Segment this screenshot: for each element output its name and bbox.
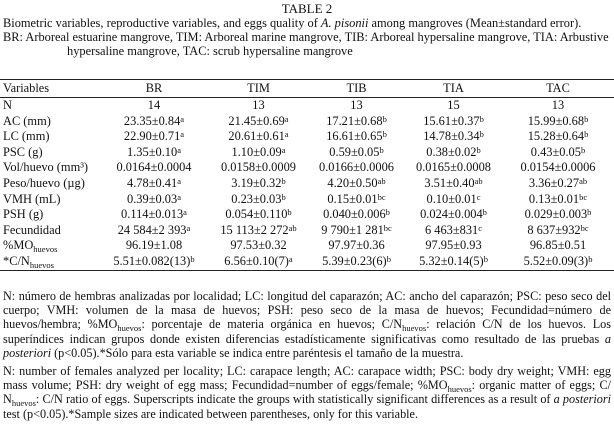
significance-superscript: a — [288, 253, 293, 264]
table-cell — [101, 129, 207, 145]
significance-superscript: a — [284, 129, 289, 140]
significance-superscript: b — [287, 207, 292, 218]
note-text: test (p<0.05).*Sample sizes are indicated between parentheses, only for this variable. — [3, 406, 419, 421]
significance-superscript: b — [382, 113, 387, 124]
significance-superscript: ab — [288, 222, 297, 233]
table-cell — [207, 114, 310, 130]
note-subscript: huevos — [11, 398, 36, 409]
cell-value: 97.97±0.36 — [328, 238, 385, 253]
table-cell — [504, 114, 612, 130]
table-notes — [3, 289, 611, 425]
table-row — [0, 238, 614, 254]
note-text: (p<0.05).*Sólo para esta variable se indica entre paréntesis el tamaño de la muestra. — [51, 345, 464, 360]
significance-superscript: b — [588, 253, 593, 264]
table-cell — [504, 98, 612, 114]
data-table — [0, 79, 614, 271]
cell-value: 0.10±0.01 — [426, 191, 477, 206]
significance-superscript: b — [483, 253, 488, 264]
caption-line-2: BR: Arboreal estuarine mangrove, TIM: Arboreal marine mangrove, TIB: Arboreal hypersaline mangrove, TIA: Arbustive — [3, 30, 609, 44]
cell-value: 0.024±0.004 — [420, 207, 483, 222]
cell-value: 0.0154±0.0006 — [520, 160, 596, 175]
table-cell — [403, 223, 504, 239]
table-cell — [310, 114, 403, 130]
cell-value: 5.52±0.09(3) — [523, 253, 589, 268]
significance-superscript: b — [190, 253, 195, 264]
cell-value: 97.53±0.32 — [230, 238, 287, 253]
significance-superscript: b — [476, 144, 481, 155]
table-row — [0, 192, 614, 208]
cell-value: 97.95±0.93 — [425, 238, 482, 253]
table-cell — [101, 207, 207, 223]
note-text: : porcentaje de materia orgánica en huevos; C/N — [141, 317, 403, 332]
row-label: PSC (g) — [3, 144, 43, 159]
cell-value: 0.054±0.110 — [225, 207, 288, 222]
cell-value: 22.90±0.71 — [123, 129, 181, 144]
cell-value: 9 790±1 281 — [321, 222, 384, 237]
header-cell: TAC — [546, 81, 570, 95]
table-cell — [207, 223, 310, 239]
cell-value: 0.040±0.006 — [323, 207, 386, 222]
significance-superscript: a — [177, 191, 181, 202]
cell-value: 4.78±0.41 — [127, 175, 178, 190]
cell-value: 0.39±0.03 — [127, 191, 178, 206]
significance-superscript: b — [385, 207, 390, 218]
cell-value: 21.45±0.69 — [228, 113, 285, 128]
table-cell — [207, 176, 310, 192]
table-cell — [310, 223, 403, 239]
row-label: N — [3, 98, 12, 112]
significance-superscript: c — [476, 191, 481, 202]
table-cell — [101, 145, 207, 161]
table-row — [0, 207, 614, 223]
cell-value: 0.0165±0.0008 — [416, 160, 491, 175]
header-cell: TIA — [443, 81, 464, 95]
table-cell — [101, 114, 207, 130]
table-row — [0, 98, 614, 114]
table-cell — [101, 98, 207, 114]
significance-superscript: bc — [580, 222, 589, 233]
table-cell — [101, 254, 207, 270]
table-cell — [504, 176, 612, 192]
cell-value: 1.10±0.09 — [231, 144, 282, 159]
cell-value: 15.61±0.37 — [423, 113, 480, 128]
table-cell — [310, 160, 403, 176]
table-cell — [403, 192, 504, 208]
table-row — [0, 254, 614, 270]
table-cell — [504, 238, 612, 254]
row-label: PSH (g) — [3, 207, 44, 222]
table-cell — [504, 129, 612, 145]
significance-superscript: b — [382, 129, 387, 140]
note-text: : organic matter of eggs; C/ N — [3, 378, 611, 407]
notes-spanish — [3, 289, 611, 360]
table-cell — [403, 176, 504, 192]
significance-superscript: b — [281, 191, 286, 202]
table-cell — [403, 98, 504, 114]
cell-value: 1.35±0.10 — [127, 144, 178, 159]
significance-superscript: b — [580, 144, 586, 155]
table-label: TABLE 2 — [281, 1, 333, 16]
cell-value: 17.21±0.68 — [326, 113, 383, 128]
note-italic: a posteriori — [3, 331, 611, 360]
table-cell — [101, 160, 207, 176]
table-cell — [310, 98, 403, 114]
significance-superscript: bc — [383, 222, 392, 233]
row-label: AC (mm) — [3, 113, 51, 128]
cell-value: 0.59±0.05 — [329, 144, 380, 159]
significance-superscript: b — [584, 113, 589, 124]
note-text: N: número de hembras analizadas por localidad; LC: longitud del caparazón; AC: ancho del caparazón; PSC: peso seco del cuerpo; VMH: volumen de la masa de huevos; PSH: peso seco de la masa de huevos; Fecundidad=número de huevos/hembra; %MO — [3, 289, 611, 332]
significance-superscript: ab — [579, 175, 588, 186]
cell-value: 0.0164±0.0004 — [116, 160, 192, 175]
significance-superscript: b — [281, 175, 286, 186]
cell-value: 0.0158±0.0009 — [221, 160, 296, 175]
table-cell — [403, 114, 504, 130]
table-cell — [310, 145, 403, 161]
table-cell — [504, 207, 612, 223]
table-cell — [101, 238, 207, 254]
significance-superscript: ab — [474, 175, 483, 186]
table-cell — [403, 254, 504, 270]
cell-value: 6.56±0.10(7) — [224, 253, 289, 268]
significance-superscript: bc — [579, 191, 588, 202]
table-cell — [207, 254, 310, 270]
table-cell — [101, 223, 207, 239]
cell-value: 0.0166±0.0006 — [319, 160, 394, 175]
significance-superscript: a — [281, 144, 286, 155]
note-italic: a posteriori — [553, 392, 612, 407]
cell-value: 5.32±0.14(5) — [419, 253, 484, 268]
cell-value: 4.20±0.50 — [327, 175, 378, 190]
cell-value: 15 113±2 272 — [220, 222, 289, 237]
row-label: Vol/huevo (mm³) — [3, 160, 89, 175]
table-cell — [101, 176, 207, 192]
significance-superscript: a — [177, 175, 181, 186]
table-cell — [310, 238, 403, 254]
cell-value: 3.36±0.27 — [528, 175, 580, 190]
caption-text: among mangroves (Mean±standard error). — [368, 16, 582, 30]
table-row — [0, 223, 614, 239]
cell-value: 13 — [350, 98, 363, 112]
cell-value: 13 — [551, 98, 565, 112]
significance-superscript: b — [479, 129, 484, 140]
row-label: LC (mm) — [3, 129, 50, 144]
significance-superscript: b — [386, 253, 391, 264]
significance-superscript: b — [379, 144, 384, 155]
note-text: N: number of females analyzed per locality; LC: carapace length; AC: carapace width; PSC: body dry weight; VMH: egg mass volume; PSH: dry weight of egg mass; Fecundidad=number of eggs/female; %MO — [3, 364, 611, 393]
table-cell — [207, 192, 310, 208]
caption-line-1 — [3, 16, 611, 30]
cell-value: 14 — [147, 98, 161, 112]
table-caption — [3, 2, 611, 58]
cell-value: 24 584±2 393 — [117, 222, 187, 237]
species-name: A. pisonii — [320, 16, 369, 30]
cell-value: 23.35±0.84 — [123, 113, 181, 128]
note-subscript: huevos — [447, 384, 472, 395]
row-label: VMH (mL) — [3, 191, 61, 206]
table-row — [0, 114, 614, 130]
cell-value: 8 637±932 — [527, 222, 581, 237]
table-cell — [403, 160, 504, 176]
significance-superscript: a — [186, 222, 191, 233]
row-label-main: %MO — [3, 238, 34, 253]
table-row — [0, 145, 614, 161]
cell-value: 0.43±0.05 — [530, 144, 581, 159]
header-cell: TIB — [346, 81, 367, 95]
significance-superscript: b — [584, 129, 589, 140]
header-cell: TIM — [247, 81, 270, 95]
note-text: : relación C/N de los huevos. Los superíndices indican grupos donde existen diferencias estadísticamente significativas como resultado de las pruebas — [3, 317, 611, 346]
table-cell — [310, 207, 403, 223]
table-cell — [504, 254, 612, 270]
bottom-rule — [0, 270, 614, 271]
table-cell — [310, 176, 403, 192]
table-cell — [403, 145, 504, 161]
cell-value: 15.28±0.64 — [527, 129, 585, 144]
significance-superscript: b — [587, 207, 592, 218]
significance-superscript: a — [180, 113, 185, 124]
table-header-row — [0, 80, 614, 97]
table-cell — [403, 238, 504, 254]
cell-value: 96.19±1.08 — [125, 238, 183, 253]
cell-value: 96.85±0.51 — [529, 238, 587, 253]
table-row — [0, 160, 614, 176]
cell-value: 15 — [447, 98, 460, 112]
table-cell — [310, 254, 403, 270]
significance-superscript: a — [180, 129, 185, 140]
significance-superscript: bc — [377, 191, 386, 202]
note-subscript: huevos — [117, 323, 142, 334]
table-row — [0, 129, 614, 145]
row-label — [3, 254, 54, 270]
significance-superscript: ab — [377, 175, 386, 186]
table-cell — [504, 223, 612, 239]
table-cell — [403, 129, 504, 145]
row-label-subscript: huevos — [29, 259, 54, 270]
cell-value: 15.99±0.68 — [527, 113, 585, 128]
significance-superscript: a — [183, 207, 187, 218]
table-row — [0, 176, 614, 192]
table-cell — [310, 129, 403, 145]
significance-superscript: a — [284, 113, 289, 124]
table-cell — [207, 145, 310, 161]
cell-value: 3.19±0.32 — [231, 175, 282, 190]
note-text: : C/N ratio of eggs. Superscripts indicate the groups with statistically significant differences as a result of — [35, 392, 554, 407]
cell-value: 0.029±0.003 — [524, 207, 588, 222]
cell-value: 6 463±831 — [424, 222, 479, 237]
header-cell: BR — [145, 81, 163, 95]
row-label-main: *C/N — [3, 253, 30, 268]
table-cell — [207, 160, 310, 176]
notes-english — [3, 364, 611, 421]
cell-value: 0.114±0.013 — [121, 207, 184, 222]
cell-value: 14.78±0.34 — [423, 129, 480, 144]
table-cell — [504, 192, 612, 208]
table-cell — [207, 207, 310, 223]
table-cell — [207, 238, 310, 254]
header-cell: Variables — [3, 81, 50, 95]
table-cell — [207, 129, 310, 145]
cell-value: 0.38±0.02 — [426, 144, 477, 159]
row-label-subscript: huevos — [33, 244, 58, 255]
cell-value: 13 — [252, 98, 265, 112]
cell-value: 16.61±0.65 — [326, 129, 383, 144]
row-label: Fecundidad — [3, 222, 61, 237]
significance-superscript: b — [482, 207, 487, 218]
cell-value: 5.51±0.082(13) — [113, 253, 191, 268]
significance-superscript: b — [479, 113, 484, 124]
cell-value: 0.23±0.03 — [231, 191, 282, 206]
table-cell — [101, 192, 207, 208]
cell-value: 0.13±0.01 — [528, 191, 580, 206]
significance-superscript: c — [478, 222, 483, 233]
row-label: Peso/huevo (µg) — [3, 175, 85, 190]
table-cell — [504, 145, 612, 161]
significance-superscript: a — [177, 144, 181, 155]
row-label — [3, 238, 57, 254]
note-subscript: huevos — [402, 323, 427, 334]
cell-value: 3.51±0.40 — [424, 175, 475, 190]
caption-text: Biometric variables, reproductive variables, and eggs quality of — [3, 16, 321, 30]
table-body — [0, 98, 614, 270]
caption-line-3: hypersaline mangrove, TAC: scrub hypersaline mangrove — [67, 44, 353, 58]
cell-value: 5.39±0.23(6) — [322, 253, 387, 268]
cell-value: 0.15±0.01 — [327, 191, 378, 206]
cell-value: 20.61±0.61 — [228, 129, 285, 144]
table-cell — [310, 192, 403, 208]
table-cell — [504, 160, 612, 176]
table-cell — [207, 98, 310, 114]
table-cell — [403, 207, 504, 223]
